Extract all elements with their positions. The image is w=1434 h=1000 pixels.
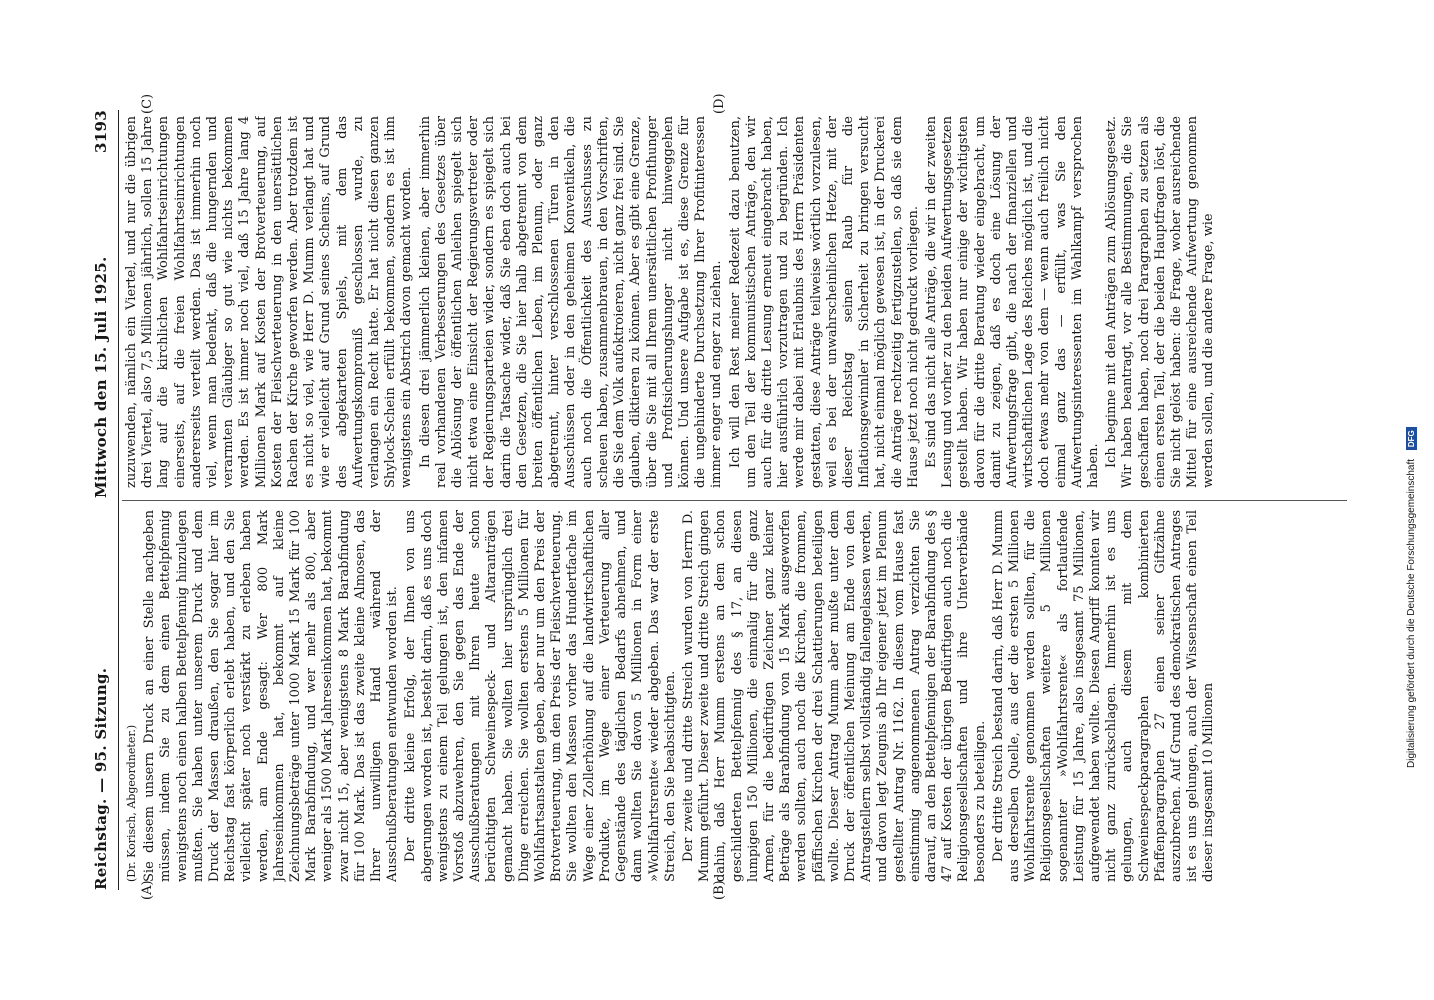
paragraph: Es sind das nicht alle Anträge, die wir in der zweiten Lesung und vorher zu den beiden Aufwertungsgesetzen gestellt haben. Wir haben nur einige der wichtigsten davon für die dritte Beratung wieder eingebracht, um damit zu zeigen, daß es doch eine Lösung der Aufwertungsfrage gibt, die nach der finanziellen und wirtschaftlichen Lage des Reiches möglich ist, und die doch etwas mehr von dem — wenn auch freilich nicht einmal ganz das — erfüllt, was Sie den Aufwertungsinteressenten im Wahlkampf versprochen haben. xyxy=(923,116,1101,488)
margin-marker-d: (D) xyxy=(712,93,727,114)
digitization-credit xyxy=(1406,8,1417,768)
running-head-session: Reichstag. — 95. Sitzung. xyxy=(92,667,110,890)
column-divider xyxy=(122,500,1347,501)
margin-marker-a: (A) xyxy=(140,880,155,900)
margin-marker-b: (B) xyxy=(712,880,727,900)
paragraph: In diesen drei jämmerlich kleinen, aber immerhin real vorhandenen Verbesserungen des Gesetzes über die Ablösung der öffentlichen Anleihen spiegelt sich nicht etwa eine Einsicht der Regierungsvertreter oder der Regierungsparteien wider, sondern es spiegelt sich darin die Tatsache wider, daß Sie eben doch auch bei den Gesetzen, die Sie hier halb abgetrennt von dem breiten öffentlichen Leben, im Plenum, oder ganz abgetrennt, hinter verschlossenen Türen in den Ausschüssen oder in den geheimen Konventikeln, die auch noch die Öffentlichkeit des Ausschusses zu scheuen haben, zusammenbrauen, in den Vorschriften, die Sie dem Volk aufoktroieren, nicht ganz frei sind. Sie glauben, diktieren zu können. Aber es gibt eine Grenze, über die Sie mit all Ihrem unersättlichen Profithunger und Profitsicherungshunger nicht hinweggehen können. Und unsere Aufgabe ist es, diese Grenze für die ungehinderte Durchsetzung Ihrer Profitinteressen immer enger und enger zu ziehen. xyxy=(417,116,725,488)
paragraph: zuzuwenden, nämlich ein Viertel, und nur die übrigen drei Viertel, also 7,5 Millionen jährlich, sollen 15 Jahre lang auf die kirchlichen Wohlfahrtseinrichtungen einerseits, auf die freien Wohlfahrtseinrichtungen andererseits verteilt werden. Das ist immerhin noch viel, wenn man bedenkt, daß die hungernden und verarmten Gläubiger so gut wie nichts bekommen werden. Es ist immer noch viel, daß 15 Jahre lang 4 Millionen Mark auf Kosten der Brotverteuerung, auf Kosten der Fleischverteuerung in den unersättlichen Rachen der Kirche geworfen werden. Aber trotzdem ist es nicht so viel, wie Herr D. Mumm verlangt hat und wie er vielleicht auf Grund seines Scheins, auf Grund des abgekarteten Spiels, mit dem das Aufwertungskompromiß geschlossen wurde, zu verlangen ein Recht hatte. Er hat nicht diesen ganzen Shylock-Schein erfüllt bekommen, sondern es ist ihm wenigstens ein Abstrich davon gemacht worden. xyxy=(124,116,415,488)
paragraph: Der dritte Streich bestand darin, daß Herr D. Mumm aus derselben Quelle, aus der die ersten 5 Millionen Wohlfahrtsrente genommen werden sollten, für die Religionsgesellschaften weitere 5 Millionen sogenannter »Wohlfahrtsrente« als fortlaufende Leistung für 15 Jahre, also insgesamt 75 Millionen, aufgewendet haben wollte. Diesen Angriff konnten wir nicht ganz zurückschlagen. Immerhin ist es uns gelungen, auch diesem mit dem Schweinespeckparagraphen kombinierten Pfaffenparagraphen 27 einen seiner Giftzähne auszubrechen. Auf Grund des demokratischen Antrages ist es uns gelungen, auch der Wissenschaft einen Teil dieser insgesamt 10 Millionen xyxy=(990,510,1217,882)
running-head xyxy=(92,110,116,890)
margin-marker-c: (C) xyxy=(140,93,155,114)
digitization-credit-text: Digitalisierung gefördert durch die Deutsche Forschungsgemeinschaft xyxy=(1406,458,1417,768)
paragraph: Der zweite und dritte Streich wurden von Herrn D. Mumm geführt. Dieser zweite und dritte Streich gingen dahin, daß Herr Mumm erstens an dem schon geschilderten Bettelpfennig des § 17, an diesen lumpigen 150 Millionen, die einmalig für die ganz Armen, für die bedürftigen Zeichner ganz kleiner Beträge als Barabfindung von 15 Mark ausgeworfen werden sollten, auch noch die Kirchen, die frommen, pfäffischen Kirchen der drei Schattierungen beteiligen wollte. Dieser Antrag Mumm aber mußte unter dem Druck der öffentlichen Meinung am Ende von den Antragstellern selbst vollständig fallengelassen werden, und davon legt Zeugnis ab Ihr eigener jetzt im Plenum gestellter Antrag Nr. 1162. In diesem vom Hause fast einstimmig angenommenen Antrag verzichten Sie darauf, an den Bettelpfennigen der Barabfindung des § 47 auf Kosten der übrigen Bedürftigen auch noch die Religionsgesellschaften und ihre Unterverbände besonders zu beteiligen. xyxy=(680,510,988,882)
paragraph: Der dritte kleine Erfolg, der Ihnen von uns abgerungen worden ist, besteht darin, daß es uns doch wenigstens zu einem Teil gelungen ist, den infamen Vorstoß abzuwehren, den Sie gegen das Ende der Ausschußberatungen mit Ihren heute schon berüchtigten Schweinespeck- und Altaranträgen gemacht haben. Sie wollten hier ursprünglich drei Dinge erreichen. Sie wollten erstens 5 Millionen für Wohlfahrtsanstalten geben, aber nur um den Preis der Brotverteuerung, um den Preis der Fleischverteuerung. Sie wollten den Massen vorher das Hundertfache im Wege einer Zollerhöhung auf die landwirtschaftlichen Produkte, im Wege einer Verteuerung aller Gegenstände des täglichen Bedarfs abnehmen, und dann wollten Sie davon 5 Millionen in Form einer »Wohlfahrtsrente« wieder abgeben. Das war der erste Streich, den Sie beabsichtigten. xyxy=(403,510,678,882)
running-head-date: Mittwoch den 15. Juli 1925. xyxy=(92,256,110,498)
paragraph: Ich will den Rest meiner Redezeit dazu benutzen, um den Teil der kommunistischen Anträge, den wir auch für die dritte Lesung erneut eingebracht haben, hier ausführlich vorzutragen und zu begründen. Ich werde mir dabei mit Erlaubnis des Herrn Präsidenten gestatten, diese Anträge teilweise wörtlich vorzulesen, weil es bei der unwahrscheinlichen Hetze, mit der dieser Reichstag seinen Raub für die Inflationsgewinnler in Sicherheit zu bringen versucht hat, nicht einmal möglich gewesen ist, in der Druckerei die Anträge rechtzeitig fertigzustellen, so daß sie dem Hause jetzt noch nicht gedruckt vorliegen. xyxy=(727,116,921,488)
page-number: 3193 xyxy=(92,110,110,153)
right-column xyxy=(124,116,1334,488)
paragraph: Sie diesem unsern Druck an einer Stelle nachgeben müssen, indem Sie zu dem einen Bettelpfennig wenigstens noch einen halben Bettelpfennig hinzulegen mußten. Sie haben unter unserem Druck und dem Druck der Massen draußen, den Sie sogar hier im Reichstag fast körperlich erlebt haben, und den Sie vielleicht später noch verstärkt zu erleben haben werden, am Ende gesagt: Wer 800 Mark Jahreseinkommen hat, bekommt auf kleine Zeichnungsbeträge unter 1000 Mark 15 Mark für 100 Mark Barabfindung, und wer mehr als 800, aber weniger als 1500 Mark Jahreseinkommen hat, bekommt zwar nicht 15, aber wenigstens 8 Mark Barabfindung für 100 Mark. Das ist das zweite kleine Almosen, das Ihrer unwilligen Hand während der Ausschußberatungen entwunden worden ist. xyxy=(142,510,401,882)
speaker-note: (Dr. Korisch, Abgeordneter.) xyxy=(125,724,138,882)
paragraph: Ich beginne mit den Anträgen zum Ablösungsgesetz. Wir haben beantragt, vor alle Bestimmungen, die Sie geschaffen haben, noch drei Paragraphen zu setzen als einen ersten Teil, der die beiden Hauptfragen löst, die Sie nicht gelöst haben: die Frage, woher ausreichende Mittel für eine ausreichende Aufwertung genommen werden sollen, und die andere Frage, wie xyxy=(1104,116,1217,488)
dfg-logo: DFG xyxy=(1406,427,1417,450)
left-column xyxy=(124,510,1334,882)
header-rule xyxy=(118,110,119,890)
